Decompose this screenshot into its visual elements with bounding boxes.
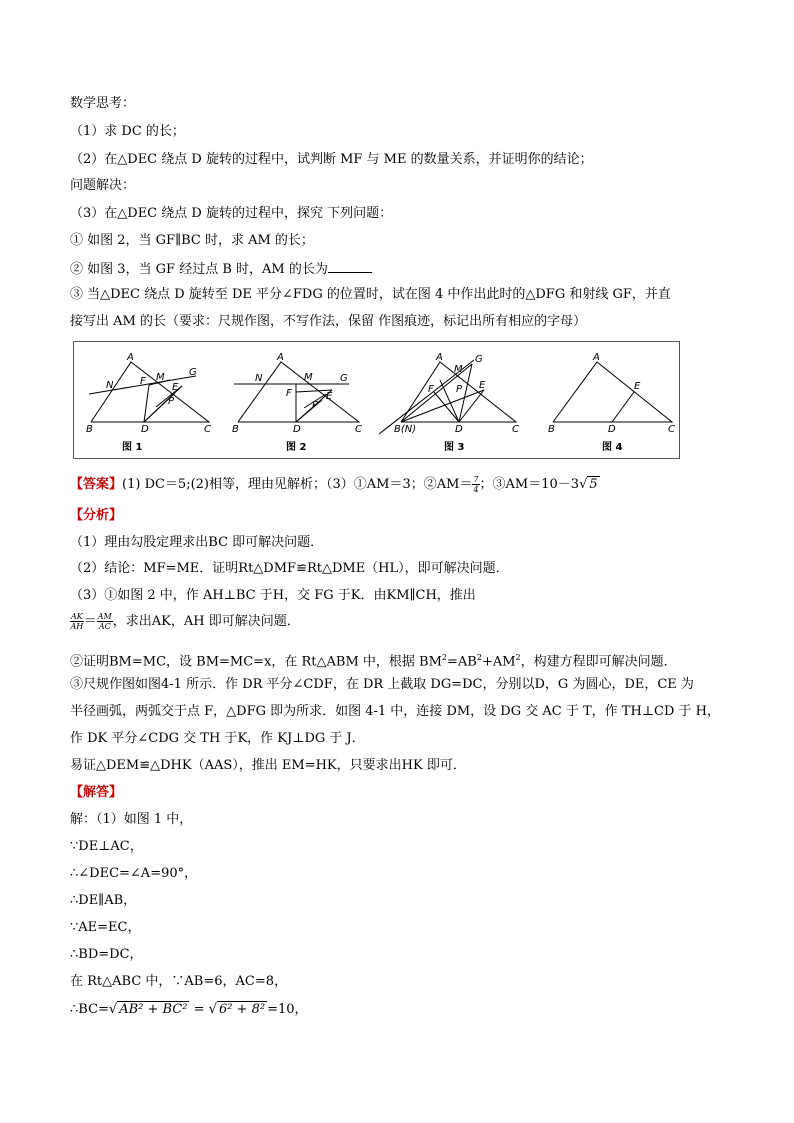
- superscript: 2: [515, 653, 521, 662]
- question-1: （1）求 DC 的长；: [70, 124, 185, 139]
- fig1-label: N: [106, 380, 114, 391]
- fig3-label: F: [428, 384, 434, 395]
- analysis-text: =AB: [447, 654, 477, 670]
- question-3: （3）在△DEC 绕点 D 旋转的过程中，探究 下列问题：: [70, 206, 393, 221]
- fig2-caption: 图 2: [286, 442, 307, 453]
- question-3-2: [70, 260, 372, 278]
- fig3-label: G: [475, 354, 483, 365]
- fig3-label: D: [455, 424, 463, 435]
- question-3-1: ① 如图 2，当 GF∥BC 时，求 AM 的长；: [70, 233, 314, 248]
- analysis-text: ，求出AK，AH 即可解决问题．: [112, 614, 300, 629]
- analysis-line: [70, 650, 677, 670]
- equals-sign: ＝: [83, 614, 97, 629]
- fig4-label: A: [593, 352, 600, 363]
- fig2-label: N: [255, 373, 263, 384]
- section-heading: 问题解决：: [70, 178, 136, 193]
- question-2: （2）在△DEC 绕点 D 旋转的过程中，试判断 MF 与 ME 的数量关系，并证明你的结论；: [70, 152, 593, 167]
- fig1-label: M: [156, 372, 165, 383]
- solution-line: [70, 1002, 308, 1018]
- superscript: 2: [441, 653, 448, 662]
- solution-line: ∴BD=DC，: [70, 947, 143, 962]
- analysis-label: 【分析】: [70, 508, 123, 523]
- answer-blank: [328, 260, 372, 273]
- superscript: 2: [476, 653, 482, 662]
- fig1-label: A: [127, 352, 134, 363]
- fig4-label: C: [668, 424, 675, 435]
- fig1-label: C: [204, 424, 211, 435]
- equals-sign: =: [189, 1002, 209, 1017]
- analysis-text: ②证明BM=MC，设 BM=MC=x，在 Rt△ABM 中，根据 BM: [70, 654, 442, 670]
- question-3-2-text: ② 如图 3，当 GF 经过点 B 时，AM 的长为: [70, 262, 328, 277]
- answer-text: (1) DC＝5;(2)相等，理由见解析；（3）①AM＝3；②AM＝: [122, 477, 473, 492]
- section-heading: 数学思考：: [70, 96, 136, 111]
- analysis-line: 半径画弧，两弧交于点 F，△DFG 即为所求．如图 4-1 中，连接 DM，设 DG 交 AC 于 T，作 TH⊥CD 于 H，: [70, 704, 720, 719]
- solution-line: ∴∠DEC=∠A=90°，: [70, 866, 198, 881]
- figure-4: [548, 352, 675, 453]
- fig3-label: P: [456, 384, 463, 395]
- solution-line: ∵DE⊥AC，: [70, 839, 143, 854]
- analysis-text: ，构建方程即可解决问题．: [520, 654, 677, 670]
- fig4-caption: 图 4: [602, 442, 623, 453]
- fraction-denominator: AC: [98, 622, 111, 631]
- fig2-label: M: [304, 372, 313, 383]
- fig3-label: E: [479, 380, 486, 391]
- solution-line: ∵AE=EC，: [70, 920, 141, 935]
- fig3-label: A: [436, 352, 443, 363]
- fig2-label: B: [232, 424, 239, 435]
- analysis-line: ③尺规作图如图4-1 所示．作 DR 平分∠CDF，在 DR 上截取 DG=DC，分别以D，G 为圆心，DE，CE 为: [70, 677, 694, 692]
- sqrt-radicand: 6² + 8²: [218, 1002, 266, 1017]
- answer-line: [70, 475, 600, 494]
- solution-line: 在 Rt△ABC 中，∵AB=6，AC=8，: [70, 974, 288, 989]
- fig3-label: B(N): [394, 424, 417, 435]
- question-3-3: ③ 当△DEC 绕点 D 旋转至 DE 平分∠FDG 的位置时，试在图 4 中作出此时的△DFG 和射线 GF，并直: [70, 287, 671, 302]
- sqrt-radicand: 5: [589, 477, 598, 492]
- solution-label: 【解答】: [70, 785, 123, 800]
- sqrt-radicand: AB² + BC²: [119, 1002, 188, 1017]
- fig1-label: D: [141, 424, 149, 435]
- answer-text-2: ；③AM＝10－3: [479, 477, 580, 492]
- analysis-line: （1）理由勾股定理求出BC 即可解决问题．: [70, 535, 324, 550]
- fig4-label: B: [548, 424, 555, 435]
- sqrt-sign: √: [579, 477, 588, 492]
- answer-label: 【答案】: [70, 477, 123, 492]
- fig3-caption: 图 3: [444, 442, 465, 453]
- figure-panel: [73, 341, 680, 459]
- fraction-numerator: AK: [71, 612, 83, 621]
- answer-fraction: [472, 475, 479, 494]
- fraction-numerator: 7: [473, 475, 479, 484]
- fig4-label: D: [608, 424, 616, 435]
- fig1-label: B: [86, 424, 93, 435]
- fraction: [70, 612, 84, 631]
- analysis-text: +AM: [481, 654, 516, 670]
- solution-line: ∴DE∥AB，: [70, 893, 137, 908]
- fig1-caption: 图 1: [122, 442, 143, 453]
- fraction-denominator: 4: [473, 485, 479, 494]
- analysis-fraction-line: [70, 612, 300, 631]
- solution-text: =10，: [267, 1002, 308, 1017]
- fig2-label: A: [277, 352, 284, 363]
- fig2-label: C: [355, 424, 362, 435]
- figure-2: [232, 352, 362, 453]
- fig2-label: G: [340, 373, 348, 384]
- analysis-line: （3）①如图 2 中，作 AH⊥BC 于H，交 FG 于K．由KM∥CH，推出: [70, 588, 476, 603]
- fig1-label: G: [189, 367, 197, 378]
- analysis-line: （2）结论：MF=ME．证明Rt△DMF≌Rt△DME（HL），即可解决问题．: [70, 561, 509, 576]
- analysis-line: 易证△DEM≌△DHK（AAS），推出 EM=HK，只要求出HK 即可．: [70, 758, 466, 773]
- fig4-label: E: [634, 381, 641, 392]
- solution-line: 解：（1）如图 1 中，: [70, 812, 193, 827]
- geometry-figures: [74, 342, 679, 458]
- fig1-label: F: [140, 376, 146, 387]
- fig1-label: E: [172, 382, 179, 393]
- fig3-label: C: [512, 424, 519, 435]
- sqrt-sign: √: [208, 1002, 217, 1017]
- fig2-label: D: [293, 424, 301, 435]
- fraction: [97, 612, 113, 631]
- fig2-label: E: [326, 391, 333, 402]
- figure-3: [379, 352, 519, 453]
- question-3-3-cont: 接写出 AM 的长（要求：尺规作图，不写作法，保留 作图痕迹，标记出所有相应的字母）: [70, 314, 587, 329]
- fig3-label: M: [454, 364, 463, 375]
- fraction-denominator: AH: [70, 622, 84, 631]
- fig2-label: F: [286, 388, 292, 399]
- analysis-line: 作 DK 平分∠CDG 交 TH 于K，作 KJ⊥DG 于 J．: [70, 731, 365, 746]
- fig1-label: P: [168, 396, 175, 407]
- fig2-label: P: [312, 400, 319, 411]
- sqrt-sign: √: [108, 1002, 118, 1017]
- fraction-numerator: AM: [97, 612, 112, 621]
- figure-1: [86, 352, 211, 453]
- solution-text: ∴BC=: [70, 1002, 109, 1017]
